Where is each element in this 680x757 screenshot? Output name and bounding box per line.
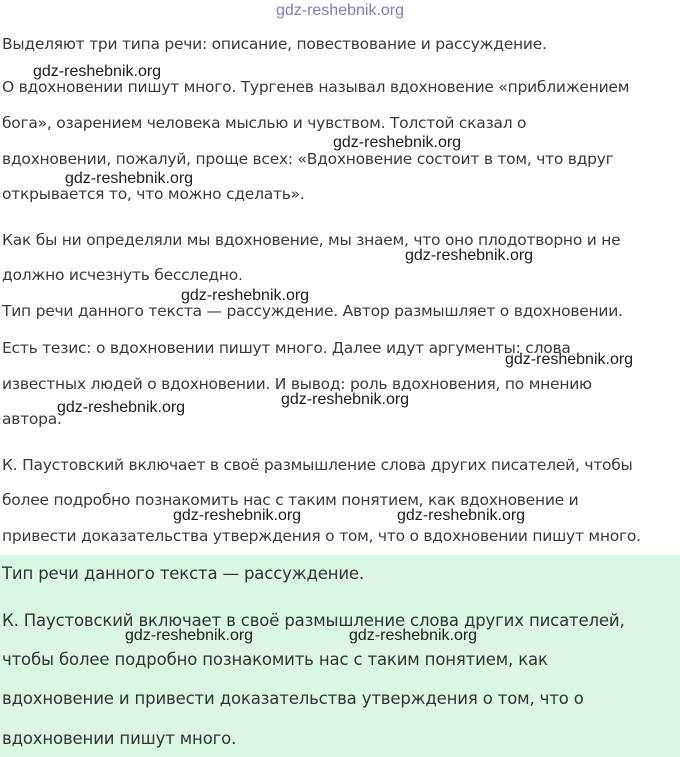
watermark: gdz-reshebnik.org [57, 399, 186, 416]
analysis-line: известных людей о вдохновении. И вывод: роль вдохновения, по мнению [2, 375, 592, 393]
paustovsky-line: более подробно познакомить нас с таким понятием, как вдохновение и [2, 491, 579, 509]
answer-line: вдохновение и привести доказательства утверждения о том, что о [2, 689, 584, 708]
analysis-line: Тип речи данного текста — рассуждение. Автор размышляет о вдохновении. [2, 302, 623, 320]
answer-line: чтобы более подробно познакомить нас с таким понятием, как [2, 650, 548, 669]
watermark: gdz-reshebnik.org [181, 287, 310, 304]
passage-line: бога», озарением человека мыслью и чувством. Толстой сказал о [2, 114, 527, 132]
passage-line: должно исчезнуть бесследно. [2, 266, 243, 284]
watermark: gdz-reshebnik.org [65, 170, 194, 187]
passage-line: Как бы ни определяли мы вдохновение, мы знаем, что оно плодотворно и не [2, 231, 621, 249]
passage-line: О вдохновении пишут много. Тургенев называл вдохновение «приближением [2, 78, 630, 96]
answer-line: вдохновении пишут много. [2, 729, 237, 748]
answer-line: К. Паустовский включает в своё размышление слова других писателей, [2, 611, 625, 630]
intro-text: Выделяют три типа речи: описание, повествование и рассуждение. [2, 35, 547, 53]
site-header: gdz-reshebnik.org [275, 2, 405, 19]
paustovsky-line: К. Паустовский включает в своё размышление слова других писателей, чтобы [2, 456, 633, 474]
watermark: gdz-reshebnik.org [349, 627, 478, 644]
watermark: gdz-reshebnik.org [33, 63, 162, 80]
watermark: gdz-reshebnik.org [173, 507, 302, 524]
watermark: gdz-reshebnik.org [505, 351, 634, 368]
paustovsky-line: привести доказательства утверждения о том, что о вдохновении пишут много. [2, 527, 641, 545]
answer-line: Тип речи данного текста — рассуждение. [2, 564, 365, 583]
watermark: gdz-reshebnik.org [405, 247, 534, 264]
analysis-line: автора. [2, 410, 62, 428]
watermark: gdz-reshebnik.org [397, 507, 526, 524]
analysis-line: Есть тезис: о вдохновении пишут много. Далее идут аргументы: слова [2, 339, 571, 357]
passage-line: открывается то, что можно сделать». [2, 185, 305, 203]
watermark: gdz-reshebnik.org [281, 391, 410, 408]
passage-line: вдохновении, пожалуй, проще всех: «Вдохновение состоит в том, что вдруг [2, 150, 614, 168]
watermark: gdz-reshebnik.org [333, 134, 462, 151]
watermark: gdz-reshebnik.org [125, 627, 254, 644]
